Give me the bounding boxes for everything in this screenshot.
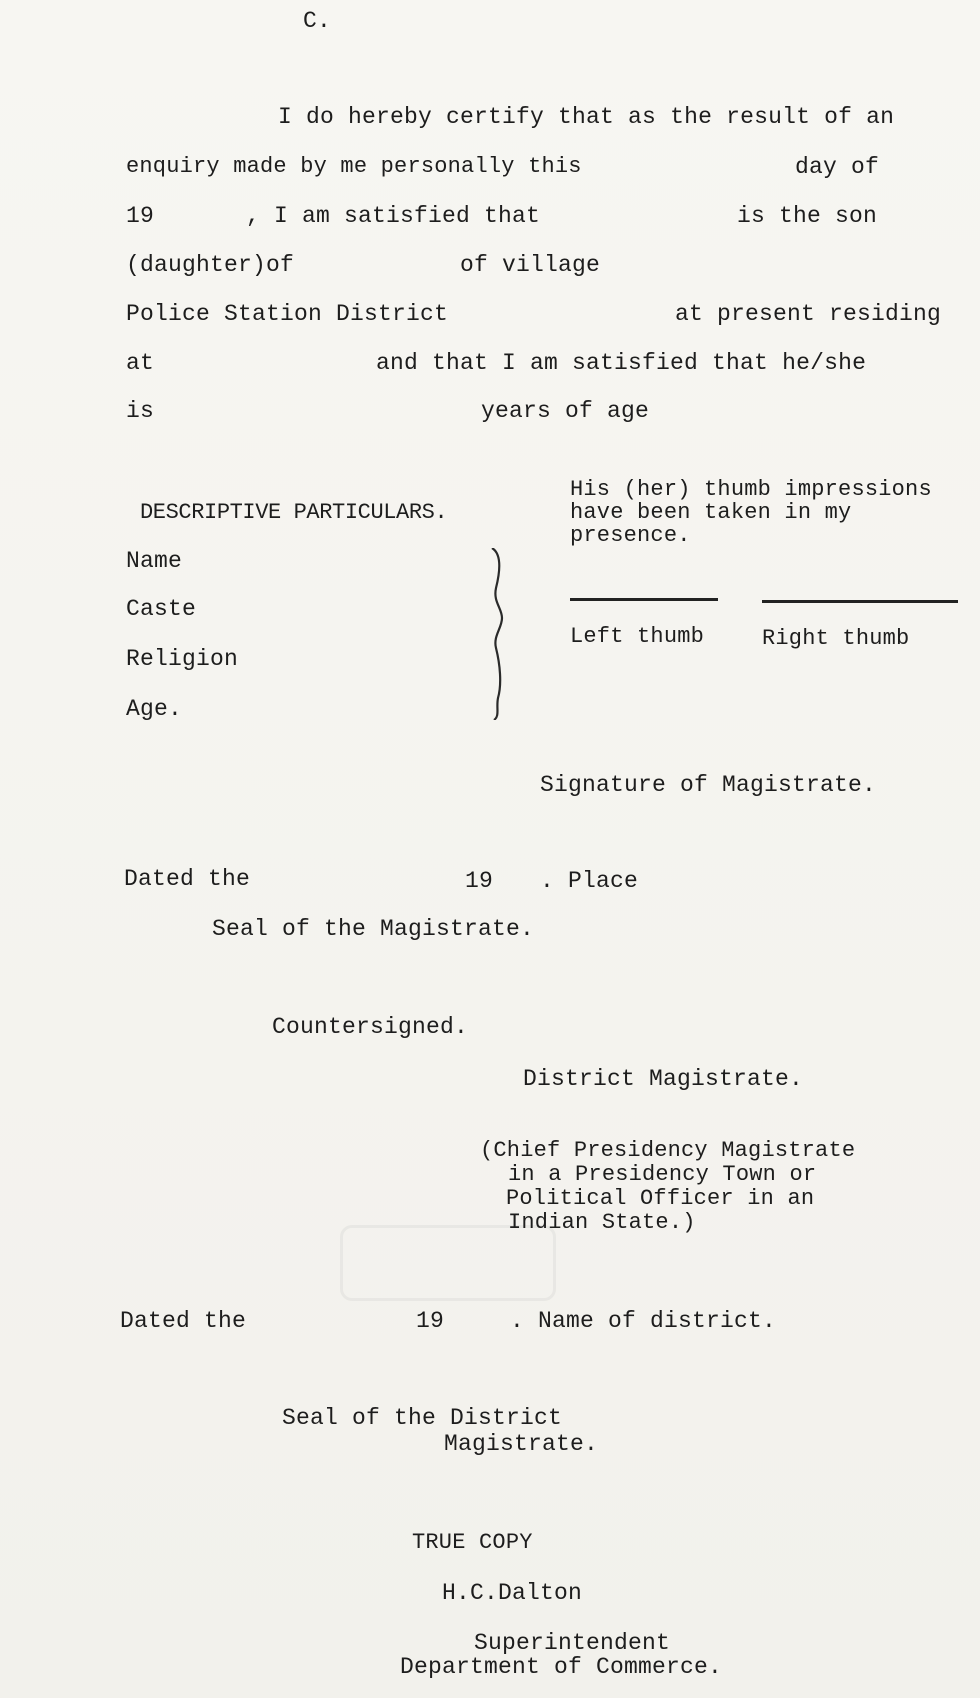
seal-of-magistrate: Seal of the Magistrate. (212, 916, 535, 942)
chief-note-line-4: Indian State.) (508, 1210, 696, 1235)
certificate-line-7a: is (126, 398, 155, 424)
certificate-line-5b: at present residing (675, 301, 942, 327)
signatory-title-2: Department of Commerce. (400, 1654, 723, 1680)
dated-label-2: Dated the (120, 1308, 247, 1334)
certificate-line-5a: Police Station District (126, 301, 449, 327)
certificate-line-3c: is the son (737, 203, 878, 229)
name-of-district-label: . Name of district. (510, 1308, 777, 1334)
thumb-line-2: have been taken in my (570, 500, 852, 525)
signatory-title-1: Superintendent (474, 1630, 671, 1656)
certificate-line-1: I do hereby certify that as the result of an (278, 104, 895, 130)
signatory-name: H.C.Dalton (442, 1580, 583, 1606)
brace-icon (488, 548, 510, 720)
seal-district-line-1: Seal of the District (282, 1405, 563, 1431)
field-religion: Religion (126, 646, 239, 672)
true-copy-label: TRUE COPY (412, 1530, 533, 1555)
certificate-line-2a: enquiry made by me personally this (126, 154, 582, 179)
dated-year-1: 19 (465, 868, 494, 894)
magistrate-signature-label: Signature of Magistrate. (540, 772, 877, 798)
right-thumb-rule (762, 600, 958, 603)
certificate-line-3b: , I am satisfied that (246, 203, 541, 229)
left-thumb-rule (570, 598, 718, 601)
certificate-line-3a: 19 (126, 203, 155, 229)
thumb-line-1: His (her) thumb impressions (570, 477, 932, 502)
dated-year-2: 19 (416, 1308, 445, 1334)
field-name: Name (126, 548, 183, 574)
chief-note-line-3: Political Officer in an (506, 1186, 815, 1211)
certificate-line-7b: years of age (481, 398, 650, 424)
faint-seal-mark (340, 1225, 556, 1301)
certificate-line-4b: of village (460, 252, 601, 278)
certificate-line-2b: day of (795, 154, 880, 180)
field-age: Age. (126, 696, 183, 722)
right-thumb-label: Right thumb (762, 626, 910, 651)
certificate-line-4a: (daughter)of (126, 252, 295, 278)
thumb-line-3: presence. (570, 523, 691, 548)
certificate-line-6a: at (126, 350, 155, 376)
descriptive-heading: DESCRIPTIVE PARTICULARS. (140, 500, 448, 525)
place-label: . Place (540, 868, 639, 894)
dated-label-1: Dated the (124, 866, 251, 892)
chief-note-line-1: (Chief Presidency Magistrate (480, 1138, 856, 1163)
field-caste: Caste (126, 596, 197, 622)
district-magistrate-label: District Magistrate. (523, 1066, 804, 1092)
seal-district-line-2: Magistrate. (444, 1431, 599, 1457)
certificate-line-6b: and that I am satisfied that he/she (376, 350, 867, 376)
countersigned-label: Countersigned. (272, 1014, 469, 1040)
chief-note-line-2: in a Presidency Town or (508, 1162, 817, 1187)
form-letter: C. (303, 8, 332, 34)
left-thumb-label: Left thumb (570, 624, 705, 649)
